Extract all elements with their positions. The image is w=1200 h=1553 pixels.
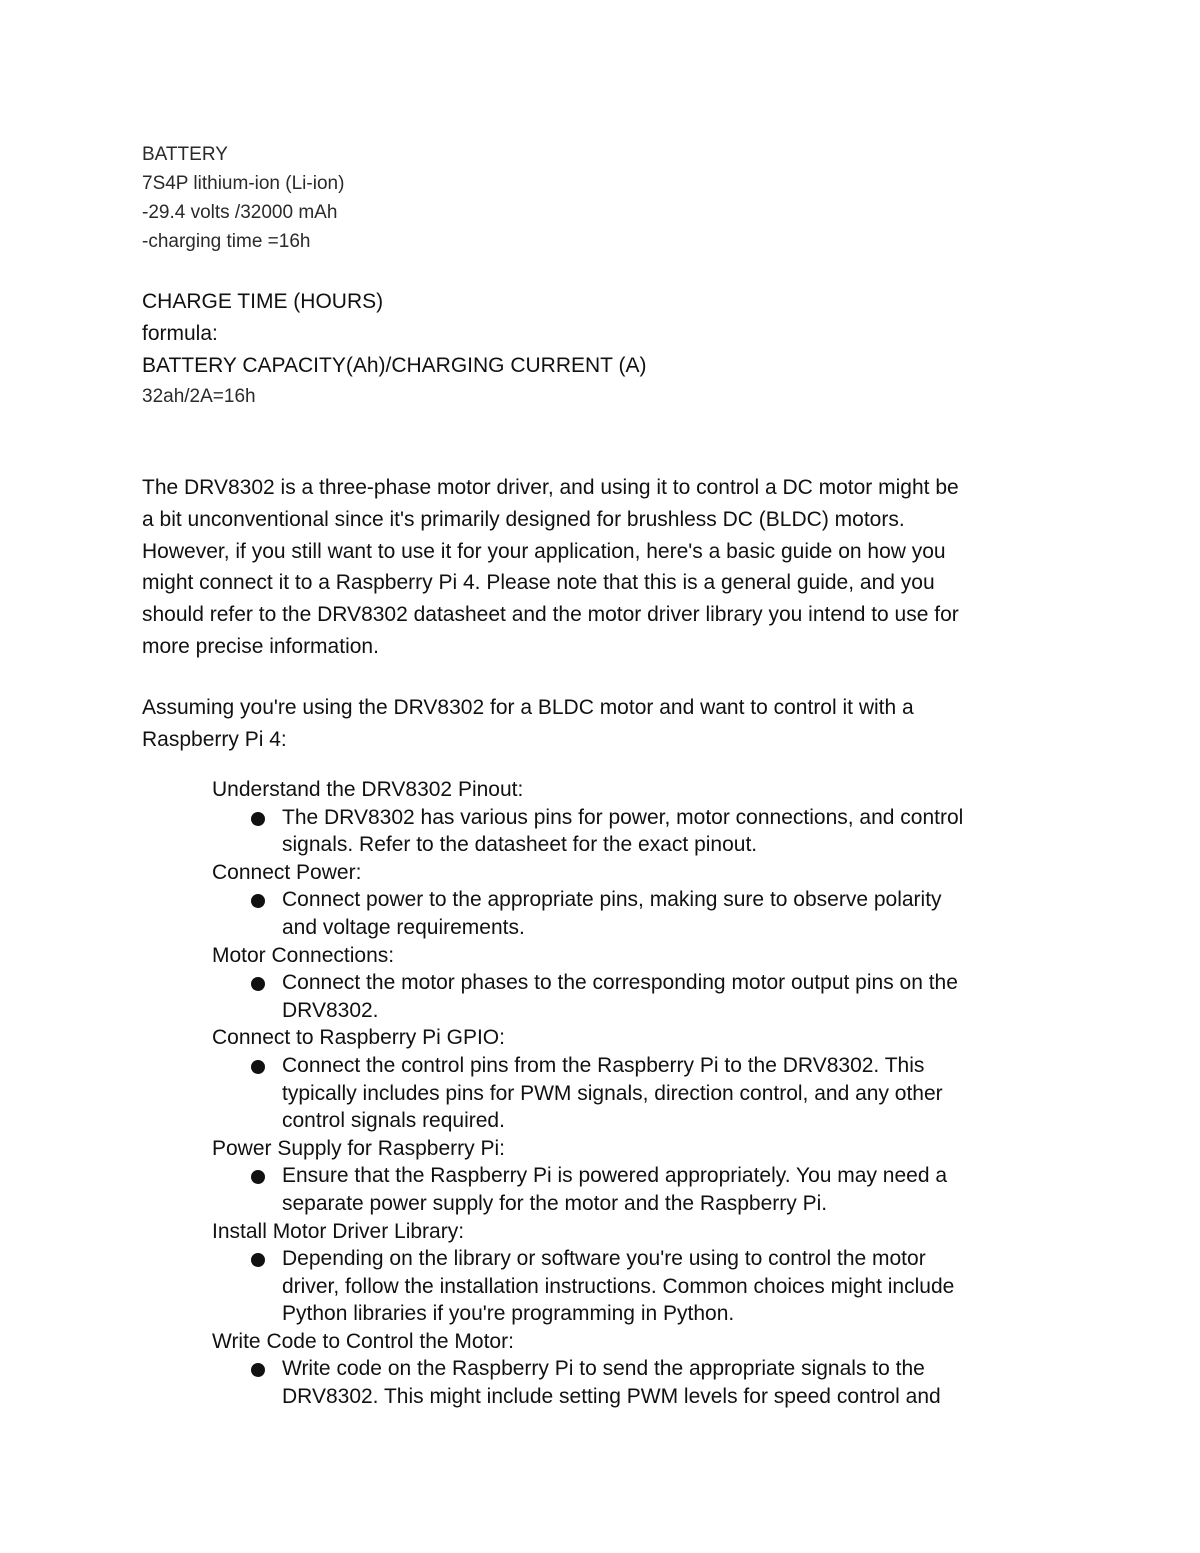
bullet-dot-icon bbox=[251, 1253, 265, 1267]
step-bullet bbox=[212, 969, 1072, 1024]
bullet-dot-icon bbox=[251, 1170, 265, 1184]
steps-list bbox=[212, 776, 1072, 1411]
bullet-line: Ensure that the Raspberry Pi is powered appropriately. You may need a bbox=[282, 1164, 948, 1188]
bullet-line: Write code on the Raspberry Pi to send the appropriate signals to the bbox=[282, 1357, 925, 1381]
paragraph-line: The DRV8302 is a three-phase motor driver, and using it to control a DC motor might be bbox=[142, 476, 959, 499]
bullet-dot-icon bbox=[251, 977, 265, 991]
intro-paragraph bbox=[142, 472, 1062, 663]
step-bullet bbox=[212, 804, 1072, 859]
paragraph-line: should refer to the DRV8302 datasheet and the motor driver library you intend to use for bbox=[142, 603, 959, 627]
step-bullet bbox=[212, 1355, 1072, 1410]
bullet-dot-icon bbox=[251, 812, 265, 826]
step-bullet bbox=[212, 1162, 1072, 1217]
bullet-line: signals. Refer to the datasheet for the exact pinout. bbox=[282, 833, 758, 857]
battery-charging-time: -charging time =16h bbox=[142, 231, 311, 252]
formula-text: BATTERY CAPACITY(Ah)/CHARGING CURRENT (A) bbox=[142, 354, 647, 377]
formula-label: formula: bbox=[142, 322, 218, 345]
bullet-line: Depending on the library or software you're using to control the motor bbox=[282, 1247, 926, 1271]
bullet-line: Python libraries if you're programming in Python. bbox=[282, 1302, 735, 1326]
paragraph-line: more precise information. bbox=[142, 634, 379, 658]
charge-time-section bbox=[142, 286, 1042, 411]
bullet-line: DRV8302. This might include setting PWM levels for speed control and bbox=[282, 1385, 941, 1409]
bullet-line: typically includes pins for PWM signals, direction control, and any other bbox=[282, 1081, 943, 1105]
bullet-line: control signals required. bbox=[282, 1109, 505, 1133]
step-title: Motor Connections: bbox=[212, 943, 395, 967]
bullet-line: The DRV8302 has various pins for power, motor connections, and control bbox=[282, 805, 964, 829]
bullet-line: and voltage requirements. bbox=[282, 915, 525, 939]
paragraph-line: However, if you still want to use it for your application, here's a basic guide on how you bbox=[142, 539, 946, 563]
assumption-paragraph bbox=[142, 692, 1062, 756]
step-title: Connect to Raspberry Pi GPIO: bbox=[212, 1026, 505, 1050]
bullet-dot-icon bbox=[251, 894, 265, 908]
charge-time-heading: CHARGE TIME (HOURS) bbox=[142, 290, 384, 313]
bullet-line: DRV8302. bbox=[282, 998, 379, 1022]
paragraph-line: a bit unconventional since it's primarily designed for brushless DC (BLDC) motors. bbox=[142, 507, 905, 531]
bullet-line: Connect the motor phases to the corresponding motor output pins on the bbox=[282, 971, 958, 995]
step-title: Understand the DRV8302 Pinout: bbox=[212, 778, 524, 801]
bullet-line: driver, follow the installation instructions. Common choices might include bbox=[282, 1274, 955, 1298]
formula-example: 32ah/2A=16h bbox=[142, 386, 256, 407]
battery-heading: BATTERY bbox=[142, 144, 228, 165]
battery-type: 7S4P lithium-ion (Li-ion) bbox=[142, 173, 345, 194]
step-bullet bbox=[212, 886, 1072, 941]
step-title: Connect Power: bbox=[212, 860, 362, 884]
bullet-line: Connect power to the appropriate pins, making sure to observe polarity bbox=[282, 888, 942, 912]
step-title: Power Supply for Raspberry Pi: bbox=[212, 1136, 505, 1160]
step-title: Install Motor Driver Library: bbox=[212, 1219, 465, 1243]
step-bullet bbox=[212, 1245, 1072, 1328]
paragraph-line: Assuming you're using the DRV8302 for a BLDC motor and want to control it with a bbox=[142, 696, 914, 719]
battery-section bbox=[142, 140, 1042, 256]
bullet-line: separate power supply for the motor and the Raspberry Pi. bbox=[282, 1191, 828, 1215]
step-title: Write Code to Control the Motor: bbox=[212, 1329, 514, 1353]
bullet-dot-icon bbox=[251, 1060, 265, 1074]
bullet-dot-icon bbox=[251, 1363, 265, 1377]
battery-spec: -29.4 volts /32000 mAh bbox=[142, 202, 338, 223]
paragraph-line: Raspberry Pi 4: bbox=[142, 727, 287, 751]
bullet-line: Connect the control pins from the Raspberry Pi to the DRV8302. This bbox=[282, 1053, 925, 1077]
step-bullet bbox=[212, 1052, 1072, 1135]
paragraph-line: might connect it to a Raspberry Pi 4. Please note that this is a general guide, and you bbox=[142, 571, 935, 595]
